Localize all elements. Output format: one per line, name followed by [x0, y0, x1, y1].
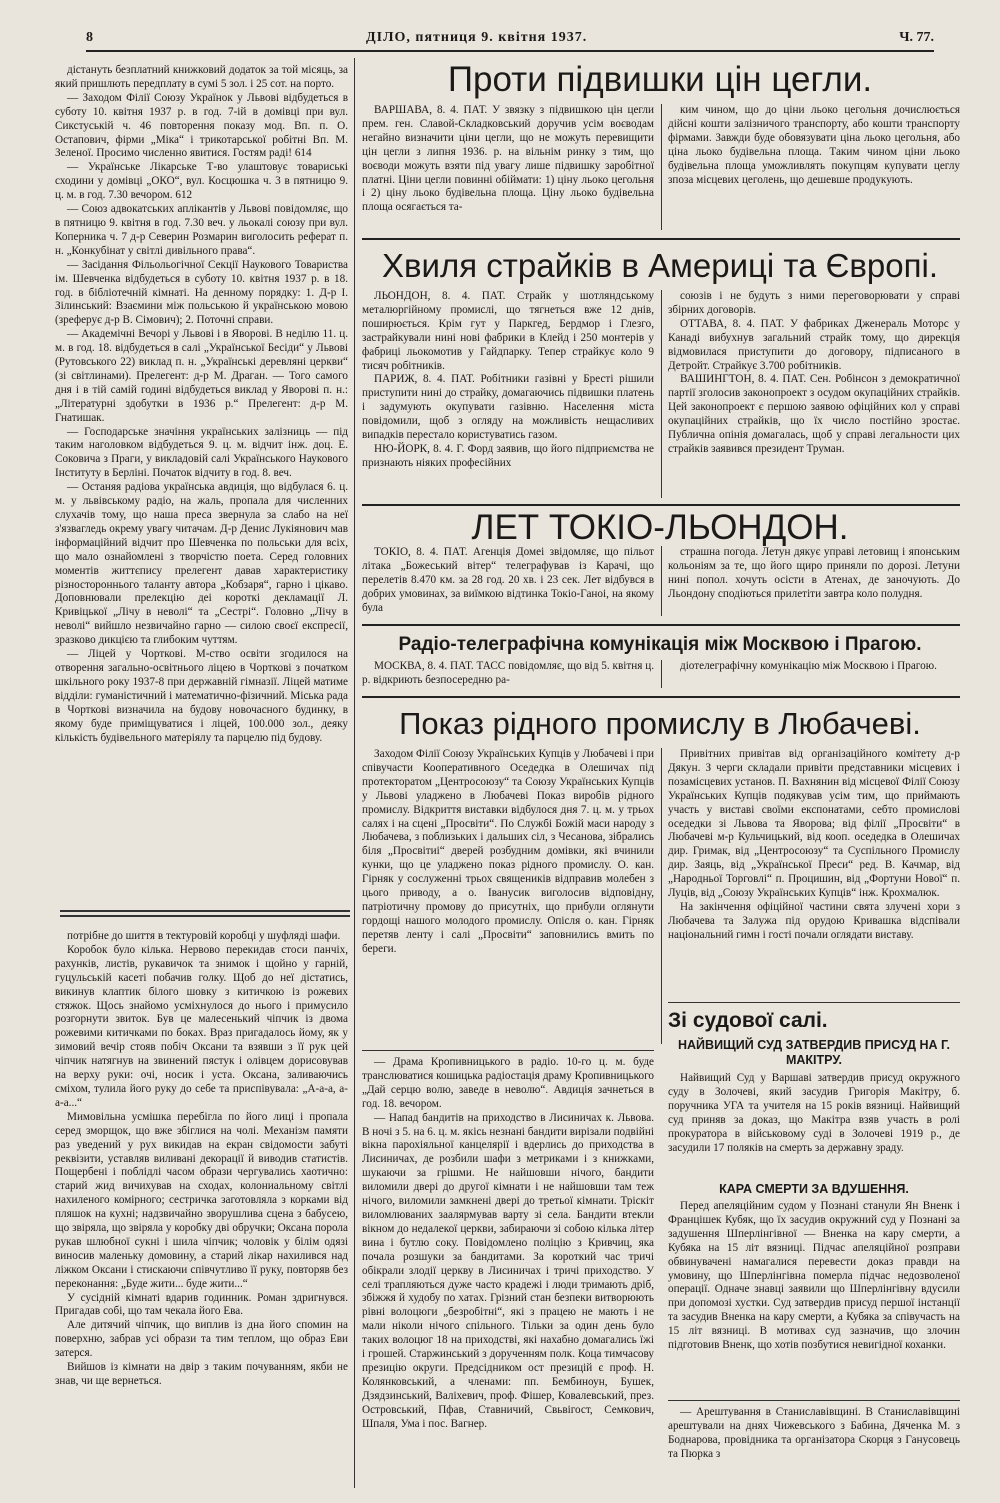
art1-text-2: ким чином, що до ціни льоко цегольня дочислюється дійсні кошти залізничого транспорту, або кошти транспорту фірмами. Завжди буде обовязувати ціна льоко цегольня, або ціна льоко будівельна площа. Таким чином ціни льоко будівельна площа уможливлять покупцям купувати цеглу зпоза місцевих цеголень, що дешевше продукують.	[668, 104, 960, 186]
left-column-bottom	[55, 930, 348, 1470]
court-text-1	[668, 1072, 960, 1180]
art5-divider	[661, 748, 662, 1044]
page-number: 8	[86, 30, 93, 45]
art4-col2	[668, 660, 960, 690]
story-par-5: Вийшов із кімнати на двір з таким почуванням, якби не знав, чи ще вернеться.	[55, 1361, 348, 1387]
left-par-1: — Заходом Філії Союзу Українок у Львові відбудеться в суботу 10. квітня 1937 р. в год. 7-ій в домівці при вул. Сикстуській ч. 46 повторення показу мод. Вп. п. О. Остапович, фірми „Міка“ і трикотарської робітні Вп. М. Зеленої. Просимо численно явитися. Гостям раді! 614	[55, 91, 348, 160]
left-par-8: — Ліцей у Чорткові. М-ство освіти згодилося на отворення загально-освітнього ліцею в Чорткові з початком шкільного року 1937-8 при державній гімназії. Ліцей матиме відділи: гуманістичний і математично-фізичний. Міська рада в Чорткові визначила на будову новочасного будинку, в якому буде приміщуватися і ліцей, 100.000 зол., деяку кількість будівельного матеріялу та парцелю під будову.	[55, 648, 348, 744]
art2-cont: союзів і не будуть з ними переговорювати у справі збірних договорів.	[668, 290, 960, 316]
story-par-1: Коробок було кілька. Нервово перекидав стоси панчіх, рахунків, листів, рукавичок та знимок і щойно у гарній, гуцульській касеті побачив голку. Щоб до неї дістатись, викинув клаптик білого шовку з китичкою із рожевих стяжок. Щось знайомо усміхнулося до нього і примусило розгорнути звиток. Був це малесенький чіпчик із двома рожевими китичками по боках. Враз пригадалось йому, як у зимовий вечір стояв побіч Оксани та взявши з її рук цей чіпчик натягнув на звинений пястук і олівцем дорисовував на верху руки: очі, носик і уста. Оксана, заливаючись сміхом, тулила його руку до себе та приспівувала: „А-а-а, а-а-а...“	[55, 943, 348, 1109]
art3-text-2: страшна погода. Летун дякує управі летовищ і японським кольоніям за те, що його щиро приняли по дорозі. Летуни нині попол. хочуть осісти в Атенах, де заночують. До Льондону сподіються прилетіти завтра коло полудня.	[668, 546, 960, 600]
story-par-0: потрібне до шиття в тектуровій коробці у шуфляді шафи.	[67, 930, 341, 942]
court-section-title: Зі судової салі.	[668, 1009, 828, 1032]
rule-4	[362, 696, 960, 698]
court-p3: — Арештування в Станиславівщині. В Станиславівщині арештували на днях Чижевського з Бабина, Дяченка М. з Боднарова, провідника та організатора Скорця з Ганусовець та Пюрка з	[668, 1406, 960, 1460]
art2-paris: ПАРИЖ, 8. 4. ПАТ. Робітники газівні у Бресті рішили приступити нині до страйку, домагаючись підвишки платень і задумують окупувати газівню. Населення міста повідомили, щоб з огляду на можливість нещасливих випадків перестало користуватись газом.	[362, 373, 654, 442]
art2-london: ЛЬОНДОН, 8. 4. ПАТ. Страйк у шотляндському металюргійному промислі, що тягнеться вже 12 днів, поширюється. Крім гут у Паркгед, Бердмор і Глезго, застрайкували нині нові фабрики в Клейд і 250 монтерів у фабриці льокомотив у Гайдпарку. Тепер страйкує коло 9 тисяч робітників.	[362, 290, 654, 372]
rule-5	[362, 1050, 654, 1051]
headline-flight: ЛЕТ ТОКІО-ЛЬОНДОН.	[471, 508, 849, 547]
art2-washington: ВАШИНГТОН, 8. 4. ПАТ. Сен. Робінсон з демократичної партії зголосив законопроект з осудом окупаційних страйків. Цей законопроект є першою заявою офіційних кол у справі окупаційних страйків, що їх число постійно зростає. Публична опінія домагалась, щоб у справі легальности цих страйків заявився президент Труман.	[668, 373, 960, 455]
art5-col2	[668, 748, 960, 998]
headline-radio-telegraph: Радіо-телеграфічна комунікація між Москвою і Прагою.	[398, 634, 922, 655]
art4-divider	[661, 660, 662, 688]
radio-drama: — Драма Кропивницького в радіо. 10-го ц. м. буде транслюватися кошицька радіостація драму Кропивницького „Дай серцю волю, заведе в неволю“. Авдиція зачнеться в год. 18. вечором.	[362, 1056, 654, 1110]
art5-col1	[362, 748, 654, 1046]
story-par-4: Але дитячий чіпчик, що виплив із дна його спомин на поверхню, забрав усі образи та тим теплом, що образ Еви затерся.	[55, 1319, 348, 1360]
left-par-6: — Господарське значіння українських залізниць — під таким наголовком відбудеться 9. ц. м. відчит інж. доц. Е. Соковича з Праги, у викладовій салі Українського Наукового Інституту в Берліні. Початок відчиту в год. 8. веч.	[55, 425, 348, 480]
left-par-0: дістануть безплатний книжковий додаток за той місяць, за який пришлють передплату в сумі 5 зол. і 25 сот. на порто.	[55, 64, 348, 90]
left-column-top	[55, 64, 348, 904]
story-par-3: У сусідній кімнаті вдарив годинник. Роман здригнувся. Пригадав собі, що там чекала його Ева.	[55, 1291, 348, 1318]
art2-newyork: НЮ-ЙОРК, 8. 4. Г. Форд заявив, що його підприємства не признають ніяких професійних	[362, 442, 654, 469]
art4-text-2: діотелеграфічну комунікацію між Москвою і Прагою.	[680, 660, 937, 672]
art5-text-3: На закінчення офіційної частини свята злучені хори з Любачева та Залужа під орудою Кривашка відспівали національний гимн і гості почали оглядати виставу.	[668, 900, 960, 941]
rule-7	[668, 1400, 960, 1401]
issue-number: Ч. 77.	[899, 30, 934, 45]
art4-col1	[362, 660, 654, 690]
art4-text-1: МОСКВА, 8. 4. ПАТ. ТАСС повідомляє, що від 5. квітня ц. р. відкриють безпосередню ра-	[362, 660, 654, 686]
art2-col2	[668, 290, 960, 500]
story-par-2: Мимовільна усмішка перебігла по його лиці і пропала серед зморщок, що вже збіглися на чолі. Механізм памяти раз уведений у рух викидав на екран свідомости забуті реквізити, уставляв виливані декорації й виводив статистів. Пощербені і поблідлі часом образи чергувались хаотично: старий жид вичихував на сходах, колониальному світлі нахиленого комірного; сестричка заготовляла з корками від пляшок на кухні; надзвичайно зворушлива сцена з бабусею, що звіряла, що звіряла у коробку дві обручки; Оксана порола рукав шлюбної сукні і шила чіпчик; чоловік у білім одязі виносив маленьку домовину, а старий лікар нахилився над ліжком Оксани і стискаючи співчутливо її руку, повторяв без переконання: „Буде жити... буде жити...“	[55, 1110, 348, 1290]
left-par-3: — Союз адвокатських аплікантів у Львові повідомляє, що в пятницю 9. квітня в год. 7.30 веч. у льокалі союзу при вул. Коперника ч. 7 д-р Северин Розмарин виголосить реферат п. н. „Конкубінат у світлі дивільного права“.	[55, 203, 348, 257]
art2-divider	[661, 290, 662, 498]
column-divider-main	[354, 58, 355, 1488]
header-rule	[86, 50, 934, 52]
art2-ottawa: ОТТАВА, 8. 4. ПАТ. У фабриках Дженераль Моторс у Канаді вибухнув загальний страйк тому, що дирекція відмовилася приступити до договору, підписаного в Детройт. Страйкує 3.700 робітників.	[668, 317, 960, 372]
left-par-7: — Останяя радіова українська авдиція, що відбулася 6. ц. м. у львівському радіо, на жаль, пропала для численних слухачів тому, що наша преса звернула за слабо на неї з'язвагледь окрему увагу читачам. Д-р Денис Лукіянович мав інформаційний відчит про Шевченка по польськи для всіх, що мало ознайомлені з творчістю поета. Серед головних моментів життєпису прелегент давав характеристику різностороннього таланту автора „Кобзаря“, гарно і цікаво. Доповнювали прелекцію деі короткі декламації Л. Кривіцької „Лічу в неволі“ та „Сестрі“. Головно „Лічу в неволі“ вийшло незвичайно гарно — силою своєї експресії, зразково дикцією та глибоким чуттям.	[55, 481, 348, 647]
page-header	[86, 30, 934, 50]
rule-2	[362, 504, 960, 506]
masthead: ДІЛО, пятниця 9. квітня 1937.	[366, 30, 588, 45]
art2-col1	[362, 290, 654, 500]
art3-col2	[668, 546, 960, 618]
art1-col1	[362, 104, 654, 232]
headline-strikes: Хвиля страйків в Америці та Європі.	[381, 247, 939, 284]
art1-col2	[668, 104, 960, 232]
court-p2: Перед апеляційним судом у Познані станули Ян Вненк і Францішек Кубяк, що їх засудив окружний суд у Познані за задушення Шперлінгівної — Вненка на кару смерти, а Кубяка на 15 літ вязниці. Підчас апеляційної розправи обвинувачені намагалися перевести доказ правди на умовину, що Шперлінгівна померла підчас недозволеної операції. Одначе знавці заявили що Шперлінгівну вдусили при допомозі хустки. Суд затвердив присуд першої інстанції та засудив Вненка на кару смерти, а Кубяка за співучасть на 15 літ вязниці. В мотивах суд зазначив, що злочин підготовив Вненк, що хотів позбутися невигідної коханки.	[668, 1200, 960, 1352]
art3-divider	[661, 546, 662, 616]
art3-text-1: ТОКІО, 8. 4. ПАТ. Агенція Домеі звідомляє, що пільот літака „Божеський вітер“ телеграфував із Карачі, що перелетів 8.470 км. за 28 год. 20 хв. і 23 сек. Лет відбувся в добрих умовинах, за виїмкою відтинка Токіо-Ганоі, на якому була	[362, 546, 654, 614]
middle-bottom-column	[362, 1056, 654, 1484]
art5-text-1: Заходом Філії Союзу Українських Купців у Любачеві і при співучасти Кооперативного Оседедка в Олешичах під протекторатом „Центросоюзу“ та Союзу Українських Купців у Львові уладжено в Любачеві Показ виробів рідного промислу. Відкриття виставки відбулося дня 7. ц. м. у трьох салях і на сцені „Просвіти“. По Службі Божій маси народу з Любачева, з поблизьких і дальших сіл, з Чесанова, зібрались біля „Просвітиі“ дверей розбудним домівки, які вчинили кунки, що це уладжено показ рідного промислу. О. кан. Гірняк у сослуженні трьох священиків відправив молебен з цього приводу, а о. Іванусик виголосив відповідну, патріотичну промову до присутніх, що прибули оглянути гордощі нашого молодого промислу. Опісля о. кан. Гірняк перетяв ленту і салі „Просвіти“ заповнились вмить по береги.	[362, 748, 654, 955]
left-par-2: — Українське Лікарське Т-во улаштовує товариські сходини у домівці „ОКО“, вул. Косцюшка ч. 3 в пятницю 9. ц. м. в год. 7.30 вечором. 612	[55, 161, 348, 202]
art5-text-2: Привітних привітав від організаційного комітету д-р Дякун. З черги складали привіти представники місцевих і позамісцевих установ. П. Вахнянин від місцевої Філії Союзу Українських Купців подякував усім тим, що приймають участь у виставі своїми експонатами, себто промислові оседедки зі Львова та Яворова; від філії „Просвіти“ в Любачеві м-р Кульчицький, від кооп. оседедка в Олешичах дир. Гримак, від „Центросоюзу“ та Суспільного Промислу дир. Заяць, від „Української Преси“ ред. В. Качмар, від „Народньої Торговлі“ п. Процишин, від „Фортуни Нової“ п. Луців, від „Союзу Українських Купців“ інж. Крохмалюк.	[668, 748, 960, 900]
left-divider	[60, 910, 350, 917]
court-text-3	[668, 1406, 960, 1486]
bandit-raid: — Напад бандитів на приходство в Лисиничах к. Львова. В ночі з 5. на 6. ц. м. якісь незнані бандити вирізали подвійні вікна парохіяльної канцелярії і вдерлись до приходства в Лисиничах, де розбили шафи з метриками і з книжками, шукаючи за грішми. Не найшовши нічого, бандити виломили двері до другої кімнати і не найшовши там теж нічого, виломили замкнені двері до третьої кімнати. Тріскіт виломлюваних заалярмував варту зі села. Бандити втекли вікном до недалекої церкви, забираючи зі собою кілька літер вина і бутлю соку. Повідомлено поліцію з Кривчиц, яка почала розшуки за бандитами. За короткий час тричі обікрали злодії церкву в Лисиничах і тричі приходство. У селі трапляються дуже часто крадежі і люди тримають дріб, збіжжя й худобу по хатах. Грізний стан безпеки витворюють рівні волоцюги „безробітні“, які з працею не мають і не мали ніколи нічого спільного. Тільки за один день було таких волоцюг 18 на приходстві, які нахабно домагались їжі і грошей. Старжинський з дорученням полк. Коца тимчасову презицію округи. Предсідником ост презицій є проф. Н. Колянковський, а членами: пп. Бембиноун, Бушек, Дзядзинський, Валіхевич, проф. Фішер, Ковалевський, през. Островський, Пфав, Ставничий, Свьвігост, Семкович, Шпаля, Ума і пос. Вагнер.	[362, 1111, 654, 1430]
headline-bricks: Проти підвишки цін цегли.	[447, 60, 873, 99]
art1-text-1: ВАРШАВА, 8. 4. ПАТ. У звязку з підвишкою цін цегли прем. ген. Славой-Складковський доручив усім воєводам негайно визначити ціни цегли, що не можуть перевищити цін цегли з липня 1936. р. на вільнім ринку з тим, що воєводи можуть взяти під увагу лише підвишку заробітної платні. Ціни цегли повинні обіймати: 1) ціну льоко цегольня і 2) ціну льоко будівельна площа. Ціну льоко будівельна площа осягається та-	[362, 104, 654, 214]
art3-col1	[362, 546, 654, 618]
rule-6	[668, 1002, 960, 1003]
left-par-4: — Засідання Фільольогічної Секції Наукового Товариства ім. Шевченка відбудеться в суботу 10. квітня 1937 р. в 18. год. в бібліотечній кімнаті. На денному порядку: 1. Д-р І. Зілинський: Взаємини між польською й українською мовою (зреферує д-р В. Сімович); 2. Поточні справи.	[55, 258, 348, 327]
court-text-2	[668, 1200, 960, 1396]
court-sub-2: КАРА СМЕРТИ ЗА ВДУШЕННЯ.	[719, 1182, 909, 1196]
rule-3	[362, 624, 960, 626]
court-sub-1: НАЙВИЩИЙ СУД ЗАТВЕРДИВ ПРИСУД НА Г. МАКІТРУ.	[678, 1038, 950, 1067]
art1-divider	[661, 104, 662, 230]
court-p1: Найвищий Суд у Варшаві затвердив присуд окружного суду в Золочеві, який засудив Григорія Макітру, б. поручника УГА та учителя на 15 років вязниці. Найвищий суд приняв за доказ, що Макітра взяв участь в ролі прокуратора в військовому суді в Золочеві 1919 р., де засудили 17 поляків на смерть за державну зраду.	[668, 1072, 960, 1154]
rule-1	[362, 238, 960, 240]
headline-lubachiv: Показ рідного промислу в Любачеві.	[399, 706, 921, 741]
left-par-5: — Академічні Вечорі у Львові і в Яворові. В неділю 11. ц. м. в год. 18. відбудеться в салі „Української Бесіди“ у Львові (Рутовського 22) виклад п. н. „Українські деревляні церкви“ (зі світлинами). Прелегент: д-р М. Драган. — Того самого дня і в тій самій годині відбудеться виклад у Яворові п. н.: „Літературні здобутки в 1936 р.“ Прелегент: д-р М. Гнатишак.	[55, 328, 348, 424]
